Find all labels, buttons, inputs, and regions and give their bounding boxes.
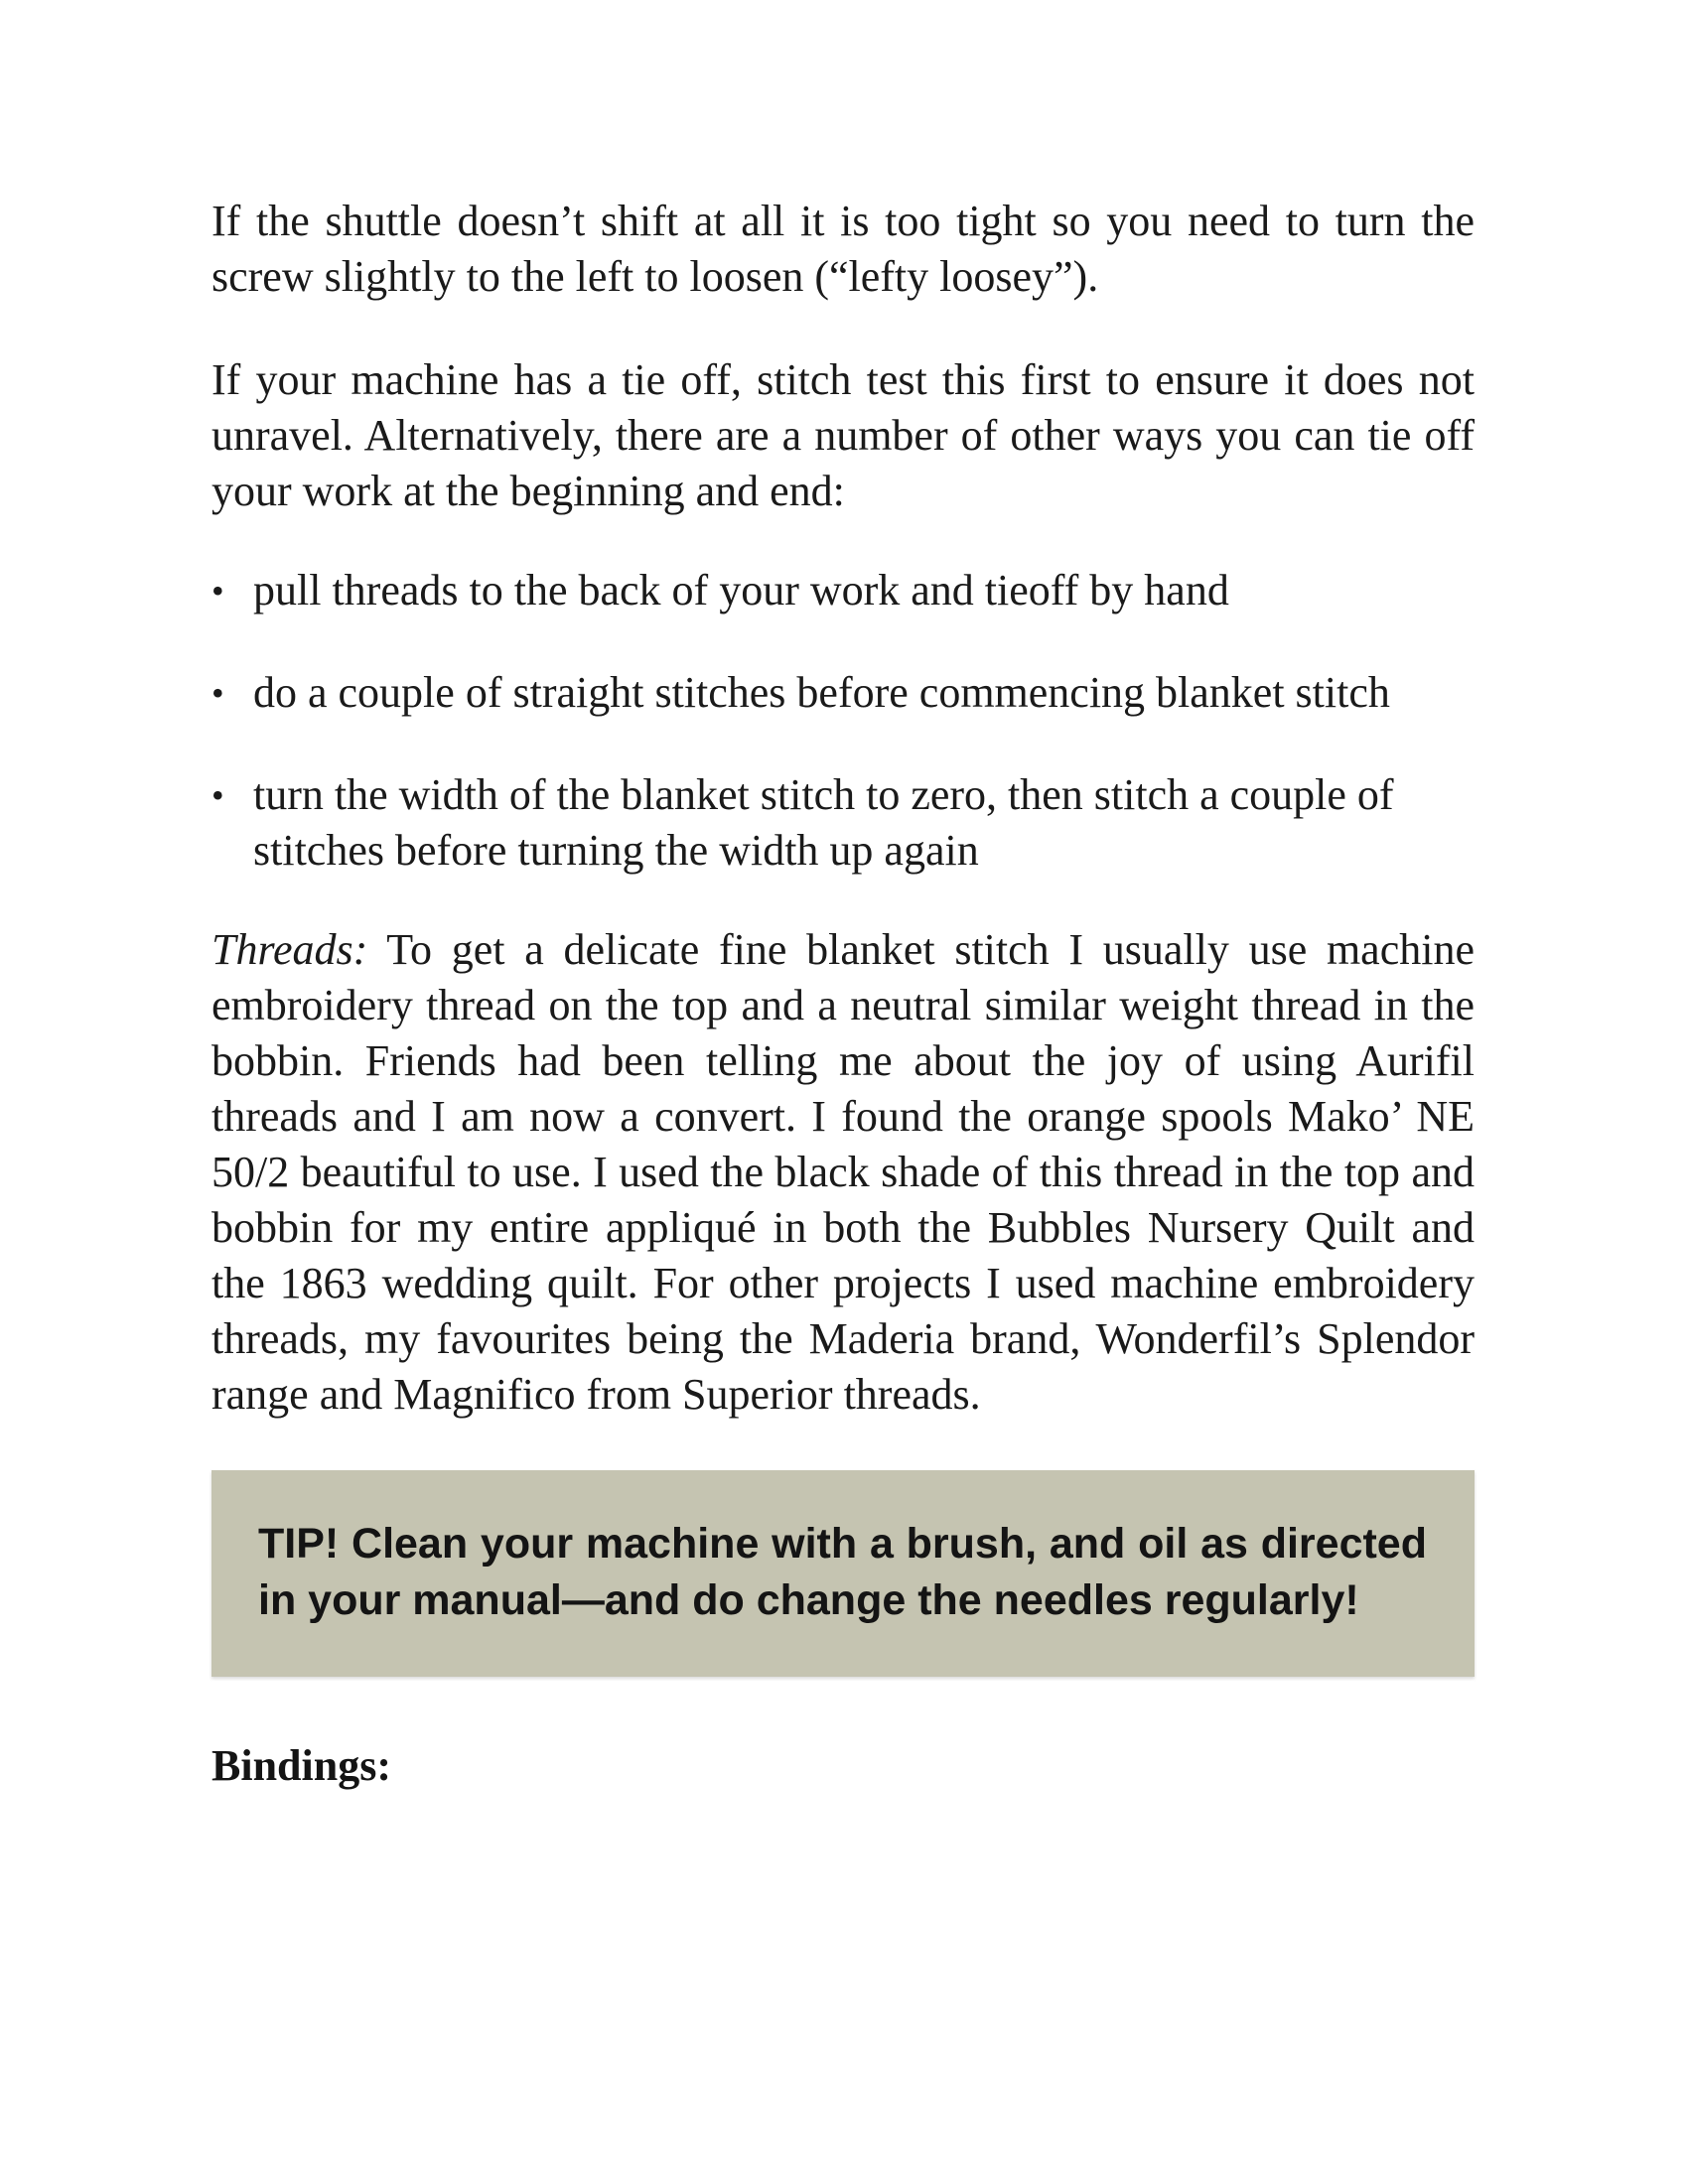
list-item (211, 665, 1475, 721)
paragraph-threads (211, 922, 1475, 1423)
threads-body: To get a delicate fine blanket stitch I usually use machine embroidery thread on the top and a neutral similar weight thread in the bobbin. Friends had been telling me about the joy of using Aurifil threads and I am now a convert. I found the orange spools Mako’ NE 50/2 beautiful to use. I used the black shade of this thread in the top and bobbin for my entire appliqué in both the Bubbles Nursery Quilt and the 1863 wedding quilt. For other projects I used machine embroidery threads, my favourites being the Maderia brand, Wonderfil’s Splendor range and Magnifico from Superior threads. (211, 925, 1475, 1419)
bullet-icon: • (211, 571, 224, 611)
tip-callout (211, 1470, 1475, 1677)
list-item (211, 563, 1475, 618)
document-page (211, 194, 1475, 1794)
tip-text: TIP! Clean your machine with a brush, and oil as directed in your manual—and do change the needles regularly! (258, 1520, 1427, 1624)
bullet-icon: • (211, 673, 224, 713)
list-item (211, 767, 1475, 879)
list-item-text: do a couple of straight stitches before commencing blanket stitch (253, 668, 1390, 717)
list-item-text: pull threads to the back of your work and tieoff by hand (253, 566, 1229, 614)
list-item-text: turn the width of the blanket stitch to zero, then stitch a couple of stitches before turning the width up again (253, 770, 1394, 875)
paragraph-tie-off: If your machine has a tie off, stitch test this first to ensure it does not unravel. Alternatively, there are a number of other ways you can tie off your work at the beginning and end: (211, 355, 1475, 515)
bullet-icon: • (211, 775, 224, 815)
section-heading-bindings: Bindings: (211, 1741, 391, 1790)
tie-off-methods-list (211, 563, 1475, 879)
paragraph-shuttle-tension: If the shuttle doesn’t shift at all it is too tight so you need to turn the screw slightly to the left to loosen (“lefty loosey”). (211, 197, 1475, 301)
threads-lead-in: Threads: (211, 925, 368, 974)
